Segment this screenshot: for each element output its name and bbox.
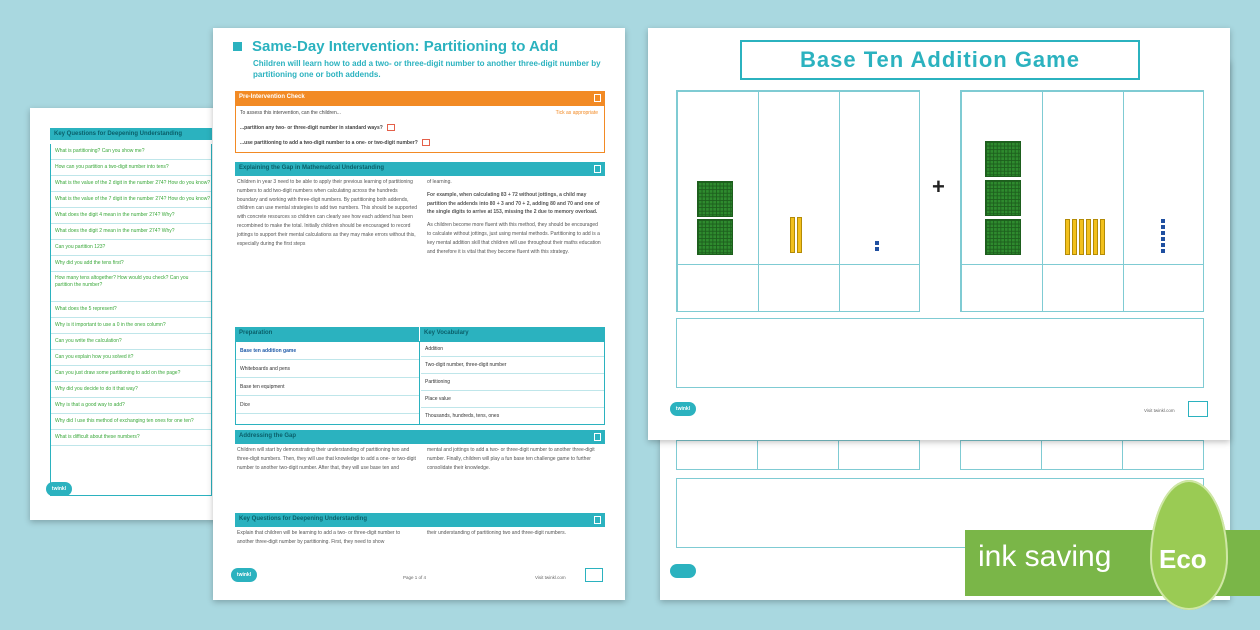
game-board-sheet xyxy=(648,28,1230,440)
one-cube xyxy=(1161,243,1165,247)
hundred-block xyxy=(697,219,733,255)
ten-rod xyxy=(1072,219,1077,255)
explaining-text-col-1: Children in year 3 need to be able to apply their previous learning of partitioning numbers to add two-digit numbers when calculating across the hundreds boundary and working with three-digit numbers. By partitioning both addends, children can use mental strategies to add two numbers. This should be supported with concrete resources so children can clearly see how each addend has been recombined to make the total. Initially children should be encouraged to record jottings to support their mental calculations as they may make errors without this, especially during the first steps xyxy=(237,179,418,247)
answer-box xyxy=(676,318,1204,388)
pre-check-box xyxy=(235,105,605,153)
key-questions-mid-header-label: Key Questions for Deepening Understanding xyxy=(239,516,368,522)
document-icon xyxy=(594,433,601,441)
ones-total-cell xyxy=(839,264,920,312)
ten-rod xyxy=(1093,219,1098,255)
list-item: Partitioning xyxy=(421,374,604,391)
pre-check-intro: To assess this intervention, can the children... xyxy=(240,110,341,116)
list-item: Can you write the calculation? xyxy=(51,334,211,350)
list-item: How many tens altogether? How would you check? Can you partition the number? xyxy=(51,272,211,302)
pre-check-item-1-text: ...partition any two- or three-digit number in standard ways? xyxy=(240,124,383,131)
board-cell xyxy=(676,440,758,470)
hundred-block xyxy=(985,180,1021,216)
list-item: Can you just draw some partitioning to add on the page? xyxy=(51,366,211,382)
list-item: Why is that a good way to add? xyxy=(51,398,211,414)
one-cube xyxy=(1161,237,1165,241)
twinkl-logo: twinkl xyxy=(46,482,72,496)
preparation-header: Preparation xyxy=(235,327,419,341)
board-cell xyxy=(838,440,920,470)
ten-rod xyxy=(797,217,802,253)
explaining-header xyxy=(235,162,605,176)
list-item: Why did you decide to do it that way? xyxy=(51,382,211,398)
explaining-col2-c: As children become more fluent with this method, they should be encouraged to calculate without jottings, just using mental methods. Partitioning to add is a key mental addition skill that children will use throughout their maths education and therefore it is vital that they become fluent with this strategy. xyxy=(427,222,601,255)
list-item: How can you partition a two-digit number into tens? xyxy=(51,160,211,176)
document-icon xyxy=(594,516,601,524)
flag-icon xyxy=(422,139,430,146)
pre-check-item-1 xyxy=(240,124,395,131)
addend-board-left xyxy=(676,90,920,312)
qr-icon xyxy=(1188,401,1208,417)
list-item: Base ten equipment xyxy=(236,378,419,396)
ten-rod xyxy=(1079,219,1084,255)
list-item: Whiteboards and pens xyxy=(236,360,419,378)
key-questions-header: Key Questions for Deepening Understanding xyxy=(50,128,212,140)
one-cube xyxy=(1161,219,1165,223)
twinkl-logo: twinkl xyxy=(670,402,696,416)
twinkl-logo: twinkl xyxy=(231,568,257,582)
twinkl-logo xyxy=(670,564,696,578)
list-item: What is the value of the 7 digit in the number 274? How do you know? xyxy=(51,192,211,208)
key-questions-text-col-2: their understanding of partitioning two and three-digit numbers. xyxy=(427,530,566,536)
board-cell xyxy=(960,440,1042,470)
hundred-block xyxy=(697,181,733,217)
list-item: Thousands, hundreds, tens, ones xyxy=(425,413,500,419)
ones-column xyxy=(839,91,920,265)
list-item: Base ten addition game xyxy=(236,342,419,360)
pre-check-header-label: Pre-Intervention Check xyxy=(239,94,305,100)
one-cube xyxy=(1161,231,1165,235)
addressing-header xyxy=(235,430,605,444)
pre-check-item-2-text: ...use partitioning to add a two-digit number to a one- or two-digit number? xyxy=(240,139,418,146)
one-cube xyxy=(875,247,879,251)
hundreds-total-cell xyxy=(677,264,759,312)
document-icon xyxy=(594,94,601,102)
one-cube xyxy=(1161,249,1165,253)
hundreds-total-cell xyxy=(961,264,1043,312)
prep-vocab-table xyxy=(235,341,605,425)
eco-label: Eco xyxy=(1159,544,1207,574)
list-item: Why did you add the tens first? xyxy=(51,256,211,272)
page-subtitle: Children will learn how to add a two- or three-digit number to another three-digit number by partitioning one or both addends. xyxy=(253,59,601,79)
key-questions-mid-header xyxy=(235,513,605,527)
list-item: What is the value of the 2 digit in the number 274? How do you know? xyxy=(51,176,211,192)
list-item: What is partitioning? Can you show me? xyxy=(51,144,211,160)
ten-rod xyxy=(1100,219,1105,255)
pre-check-item-2 xyxy=(240,139,430,146)
pre-check-corner: Tick as appropriate xyxy=(555,110,598,116)
ten-rod xyxy=(790,217,795,253)
page-number: Page 1 of 4 xyxy=(403,575,427,580)
title-square-icon xyxy=(233,42,242,51)
addressing-header-label: Addressing the Gap xyxy=(239,433,297,439)
plus-sign: + xyxy=(932,174,945,199)
ones-total-cell xyxy=(1123,264,1204,312)
ink-saving-text: ink saving xyxy=(978,540,1112,573)
one-cube xyxy=(875,241,879,245)
ten-rod xyxy=(1086,219,1091,255)
list-item: Two-digit number, three-digit number xyxy=(421,357,604,374)
list-item: Why is it important to use a 0 in the ones column? xyxy=(51,318,211,334)
flag-icon xyxy=(387,124,395,131)
list-item: Can you partition 123? xyxy=(51,240,211,256)
list-item: Can you explain how you solved it? xyxy=(51,350,211,366)
site-link: Visit twinkl.com xyxy=(1144,408,1175,413)
list-item: Place value xyxy=(421,391,604,408)
page-title: Same-Day Intervention: Partitioning to Add xyxy=(252,38,559,55)
qr-icon xyxy=(585,568,603,582)
one-cube xyxy=(1161,225,1165,229)
key-questions-sheet xyxy=(30,108,240,520)
explaining-text-col-2 xyxy=(427,178,603,256)
preparation-list xyxy=(236,342,420,424)
hundred-block xyxy=(985,219,1021,255)
tens-total-cell xyxy=(1042,264,1124,312)
ten-rod xyxy=(1065,219,1070,255)
list-item: What does the digit 2 mean in the number 274? Why? xyxy=(51,224,211,240)
explaining-header-label: Explaining the Gap in Mathematical Understanding xyxy=(239,165,385,171)
document-icon xyxy=(594,165,601,173)
tens-total-cell xyxy=(758,264,840,312)
board-cell xyxy=(1041,440,1123,470)
list-item: What is difficult about these numbers? xyxy=(51,430,211,446)
key-questions-list xyxy=(50,144,212,496)
site-link: Visit twinkl.com xyxy=(535,575,566,580)
addressing-text-col-1: Children will start by demonstrating their understanding of partitioning two and three-digit numbers. Then, they will use that knowledge to add a one- or two-digit number to another two-digit number. After that, they will use base ten and xyxy=(237,447,416,471)
hundred-block xyxy=(985,141,1021,177)
list-item: Why did I use this method of exchanging ten ones for one ten? xyxy=(51,414,211,430)
addressing-text-col-2: mental and jottings to add a two- or three-digit number to another three-digit number. Finally, children will play a fun base ten challenge game to further consolidate their knowledge. xyxy=(427,447,595,471)
intervention-plan-sheet xyxy=(213,28,625,600)
board-cell xyxy=(1122,440,1204,470)
explaining-col2-b: For example, when calculating 83 + 72 without jottings, a child may partition the addends into 80 + 3 and 70 + 2, adding 80 and 70 and one of the single digits to arrive at 153, missing the 2 due to memory overload. xyxy=(427,191,600,216)
title-row xyxy=(233,38,558,55)
list-item: What does the digit 4 mean in the number 274? Why? xyxy=(51,208,211,224)
board-cell xyxy=(757,440,839,470)
list-item: What does the 5 represent? xyxy=(51,302,211,318)
game-title: Base Ten Addition Game xyxy=(740,40,1140,80)
list-item: Dice xyxy=(236,396,419,414)
vocabulary-list xyxy=(421,342,604,424)
key-questions-text-col-1: Explain that children will be learning to add a two- or three-digit number to another three-digit number by partitioning. First, they need to show xyxy=(237,530,401,545)
vocabulary-header: Key Vocabulary xyxy=(420,327,605,341)
list-item: Addition xyxy=(421,342,604,357)
explaining-col2-a: of learning. xyxy=(427,179,452,185)
pre-check-header xyxy=(235,91,605,105)
addend-board-right xyxy=(960,90,1204,312)
